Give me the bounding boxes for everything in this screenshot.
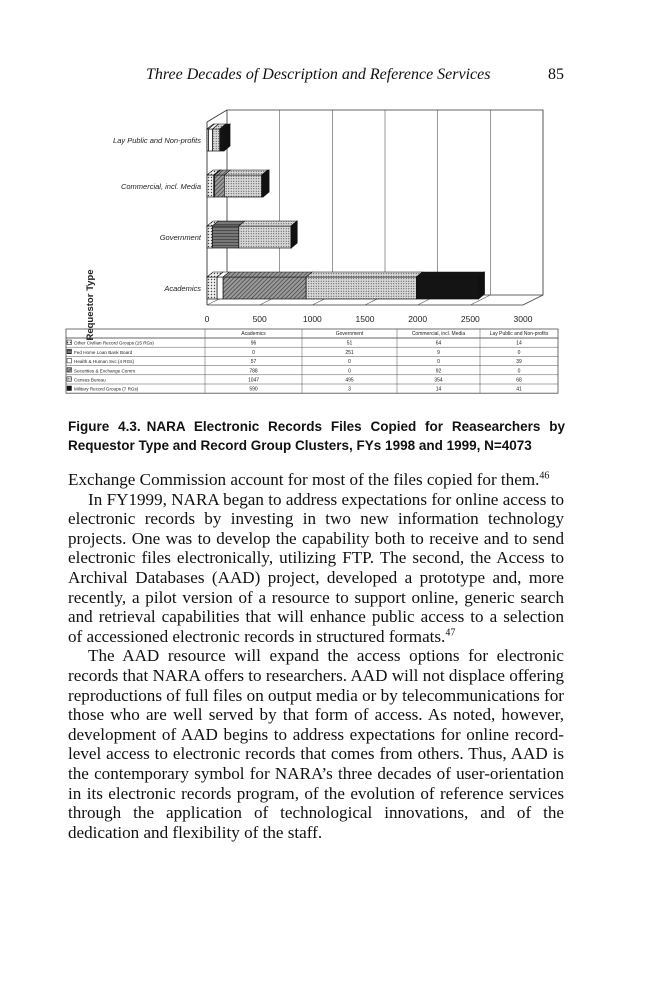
x-tick-label-500: 500 xyxy=(252,314,267,324)
table-cell: 39 xyxy=(516,359,522,366)
bar-top-academics-securities-exchange-comm xyxy=(223,272,312,277)
page-number: 85 xyxy=(548,66,564,83)
x-tick-label-3000: 3000 xyxy=(513,314,533,324)
bar-top-commercial-incl-media-census-bureau xyxy=(224,170,267,175)
legend-swatch-census-bureau xyxy=(67,377,72,382)
bar-end-academics xyxy=(479,272,485,299)
footnote-ref-46: 46 xyxy=(539,470,550,482)
chart-side-edge xyxy=(207,110,227,122)
legend-swatch-fed-home-loan-bank-board xyxy=(67,349,72,354)
paragraph-2-text: In FY1999, NARA began to address expectations for online access to electronic records by investing in two new information technology projects. One was to develop the capability both to receive and to send electronic files electronically, utilizing FTP. The second, the Access to Archival Databases (AAD) project, developed a prototype and, more recently, a pilot version of a resource to support online, generic search and retrieval capabilities that will enhance public access to a selection of accessioned electronic records in structured formats. xyxy=(68,489,564,646)
bar-end-commercial-incl-media xyxy=(263,170,269,197)
paragraph-1-text: Exchange Commission account for most of the files copied for them. xyxy=(68,470,540,489)
table-cell: 354 xyxy=(434,377,443,384)
legend-swatch-securities-exchange-comm xyxy=(67,368,72,373)
x-tick-label-0: 0 xyxy=(204,314,210,324)
table-cell: 0 xyxy=(517,368,521,375)
bar-commercial-incl-media-securities-exchange-comm xyxy=(215,175,225,197)
bar-top-academics-census-bureau xyxy=(306,272,422,277)
table-cell: 14 xyxy=(435,386,442,393)
table-cell: 0 xyxy=(348,359,351,366)
bar-academics-military-record-groups-7-rgs xyxy=(416,277,478,299)
category-labels xyxy=(113,136,202,293)
x-tick-label-1500: 1500 xyxy=(355,314,375,324)
legend-swatch-other-civilian-record-groups-15-rgs xyxy=(67,340,72,345)
bar-commercial-incl-media-other-civilian-record-groups-15-rgs xyxy=(207,175,214,197)
bar-commercial-incl-media-census-bureau xyxy=(224,175,261,197)
paragraph-1 xyxy=(68,470,564,490)
bar-academics-health-human-svc-4-rgs xyxy=(217,277,223,299)
table-row-label-military-record-groups-7-rgs: Military Record Groups (7 RGs) xyxy=(74,386,139,392)
table-cell: 57 xyxy=(250,359,257,366)
table-cell: 251 xyxy=(345,349,354,356)
legend-swatch-health-human-svc-4-rgs xyxy=(67,358,72,363)
running-head xyxy=(0,66,650,88)
data-table xyxy=(66,329,558,393)
paragraph-3 xyxy=(68,646,564,842)
table-header-lay-public-and-non-profits: Lay Public and Non-profits xyxy=(489,331,549,337)
bar-government-fed-home-loan-bank-board xyxy=(212,226,238,248)
bar-end-government xyxy=(291,221,297,248)
paragraph-3-text: The AAD resource will expand the access options for electronic records that NARA offers to researchers. AAD will not displace offering reproductions of full files on output media or by telecommunications for those who are well served by that form of access. As noted, however, development of AAD begins to address expectations for online record-level access to electronic records that comes from others. Thus, AAD is the contemporary symbol for NARA’s three decades of user-orientation in its electronic records program, of the evolution of reference services through the application of technological innovations, and of the dedication and flexibility of the staff. xyxy=(68,646,564,842)
table-cell: 51 xyxy=(346,340,353,347)
bar-government-other-civilian-record-groups-15-rgs xyxy=(207,226,212,248)
table-header-academics: Academics xyxy=(241,331,266,337)
table-cell: 64 xyxy=(435,340,442,347)
running-title: Three Decades of Description and Reference Services xyxy=(146,66,491,83)
table-cell: 590 xyxy=(249,386,258,393)
table-row-label-census-bureau: Census Bureau xyxy=(74,377,106,383)
figure-label: Figure 4.3. xyxy=(68,419,141,434)
y-axis-title: Requestor Type xyxy=(85,269,96,341)
table-cell: 0 xyxy=(437,359,440,366)
category-label-commercial-incl-media: Commercial, incl. Media xyxy=(120,182,201,191)
body-text xyxy=(68,470,564,842)
bar-top-government-census-bureau xyxy=(239,221,297,226)
table-cell: 3 xyxy=(348,386,351,393)
x-tick-label-2500: 2500 xyxy=(460,314,480,324)
chart-bars xyxy=(207,124,485,299)
x-tick-label-1000: 1000 xyxy=(302,314,322,324)
figure-caption-text: NARA Electronic Records Files Copied for Reasearchers by Requestor Type and Record Group Clusters, FYs 1998 and 1999, N=4073 xyxy=(68,419,566,453)
stacked-bar-chart xyxy=(60,95,570,415)
paragraph-2 xyxy=(68,490,564,647)
bar-lay-public-and-non-profits-military-record-groups-7-rgs xyxy=(220,129,224,151)
table-row-label-health-human-svc-4-rgs: Health & Human Svc (4 RGs) xyxy=(74,359,134,365)
table-cell: 92 xyxy=(435,368,442,375)
table-cell: 14 xyxy=(516,340,522,347)
table-cell: 788 xyxy=(249,368,258,375)
bar-top-academics-military-record-groups-7-rgs xyxy=(416,272,484,277)
table-row-label-securities-exchange-comm: Securities & Exchange Comm xyxy=(74,368,136,374)
table-cell: 0 xyxy=(517,349,521,356)
category-label-government: Government xyxy=(159,233,201,242)
bar-academics-securities-exchange-comm xyxy=(223,277,306,299)
bar-government-census-bureau xyxy=(239,226,291,248)
footnote-ref-47: 47 xyxy=(445,627,456,639)
bar-lay-public-and-non-profits-census-bureau xyxy=(213,129,220,151)
table-cell: 0 xyxy=(252,349,255,356)
legend-swatch-military-record-groups-7-rgs xyxy=(67,386,72,391)
gridline-floor-3000 xyxy=(523,295,543,305)
bar-academics-other-civilian-record-groups-15-rgs xyxy=(207,277,217,299)
table-row-label-fed-home-loan-bank-board: Fed Home Loan Bank Board xyxy=(74,349,133,355)
x-tick-label-2000: 2000 xyxy=(408,314,428,324)
category-label-academics: Academics xyxy=(164,284,201,293)
table-cell: 68 xyxy=(516,377,522,384)
bar-end-lay-public-and-non-profits xyxy=(224,124,230,151)
table-cell: 9 xyxy=(437,349,440,356)
x-tick-labels xyxy=(205,314,533,324)
table-cell: 1047 xyxy=(247,377,260,384)
bar-academics-census-bureau xyxy=(306,277,416,299)
table-cell: 495 xyxy=(345,377,354,384)
table-cell: 0 xyxy=(348,368,351,375)
table-cell: 41 xyxy=(516,386,522,393)
table-row-label-other-civilian-record-groups-15-rgs: Other Civilian Record Groups (15 RGs) xyxy=(74,340,154,346)
bar-lay-public-and-non-profits-health-human-svc-4-rgs xyxy=(208,129,212,151)
table-cell: 96 xyxy=(250,340,257,347)
figure-caption xyxy=(68,417,565,455)
table-header-government: Government xyxy=(335,331,364,337)
category-label-lay-public-and-non-profits: Lay Public and Non-profits xyxy=(113,136,201,145)
table-border xyxy=(66,329,558,393)
table-header-commercial-incl-media: Commercial, incl. Media xyxy=(411,331,466,337)
